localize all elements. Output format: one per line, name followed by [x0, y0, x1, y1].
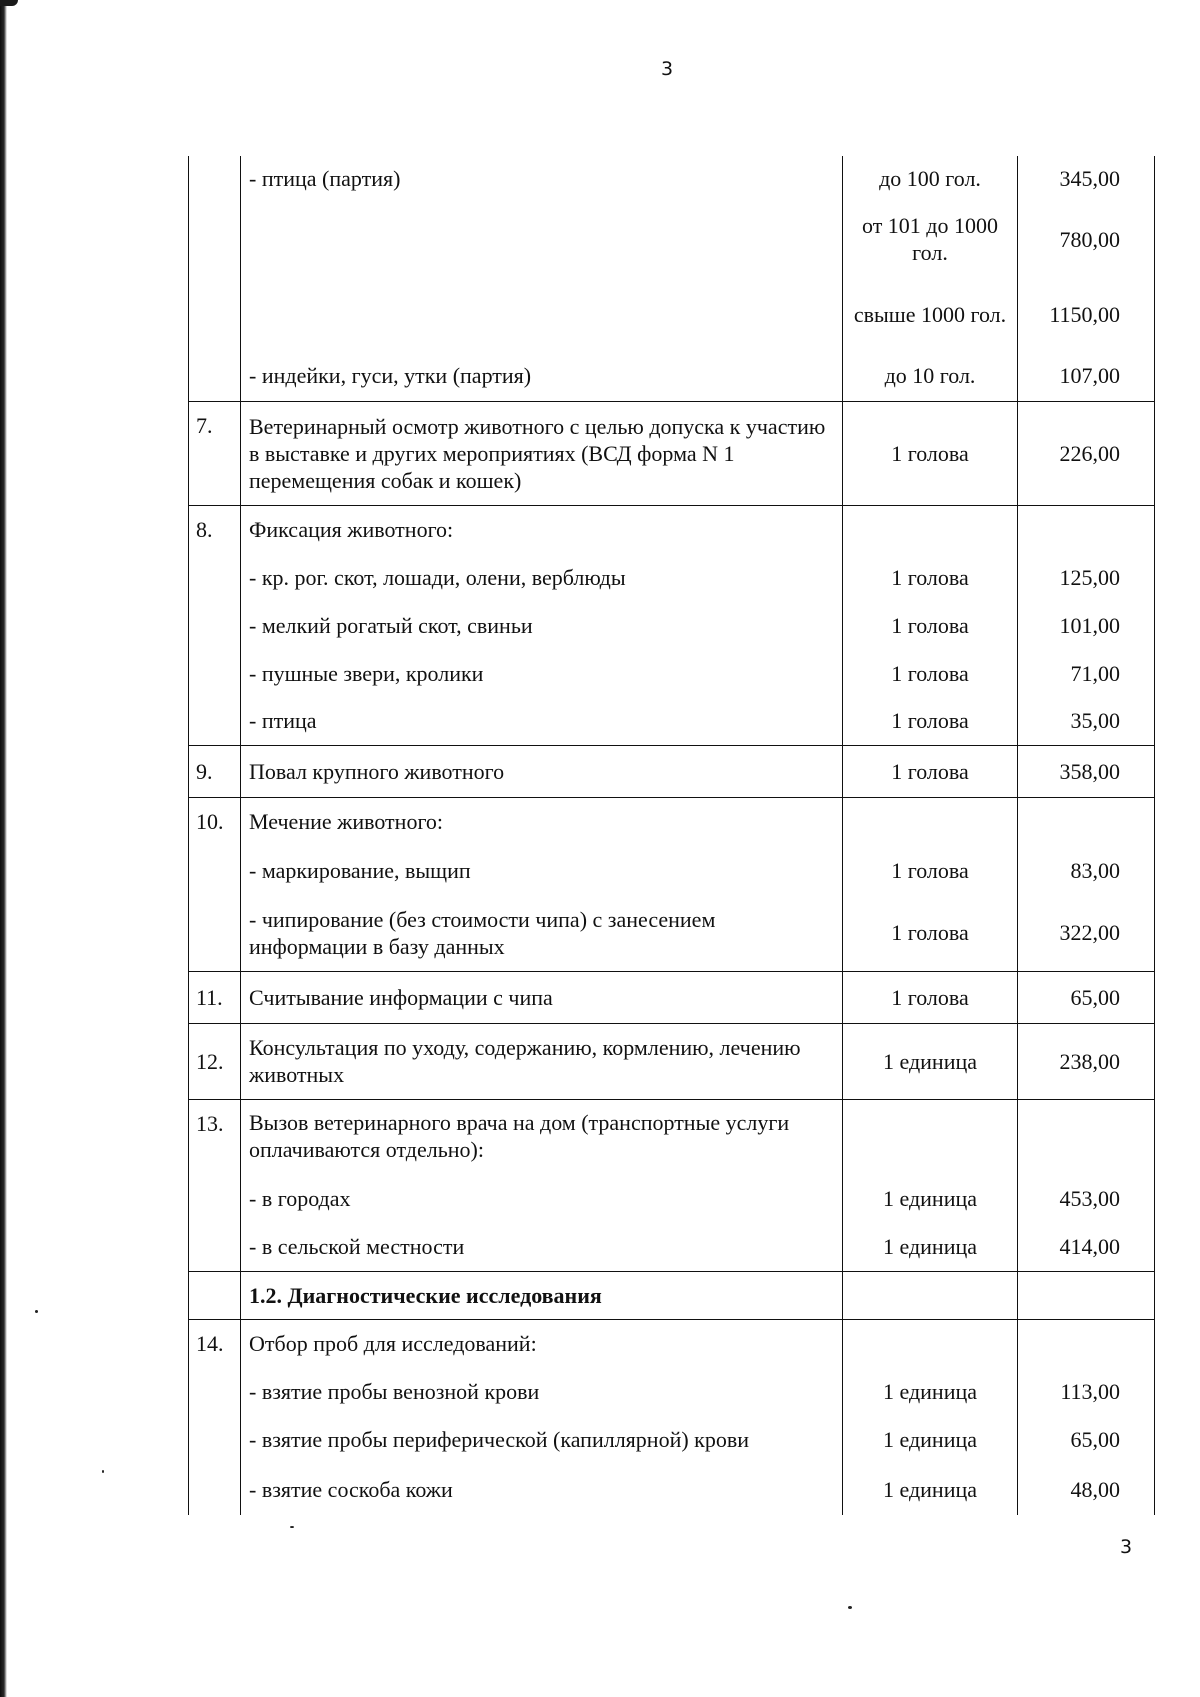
price-cell: 345,00: [1018, 156, 1155, 200]
row-number: [189, 601, 241, 649]
unit-cell: 1 голова: [843, 649, 1018, 697]
service-name: Повал крупного животного: [241, 745, 843, 797]
price-table: [188, 156, 1155, 1515]
unit-cell: свыше 1000 гол.: [843, 278, 1018, 350]
table-row: [189, 1099, 1155, 1173]
price-cell: [1018, 1271, 1155, 1319]
row-number: 10.: [189, 797, 241, 845]
row-number: [189, 278, 241, 350]
scan-left-edge: [0, 0, 7, 1697]
service-name: - в сельской местности: [241, 1223, 843, 1271]
unit-cell: до 10 гол.: [843, 350, 1018, 401]
unit-cell: 1 голова: [843, 401, 1018, 505]
price-cell: 65,00: [1018, 1415, 1155, 1463]
service-name: - в городах: [241, 1173, 843, 1223]
price-cell: [1018, 505, 1155, 553]
service-name: - чипирование (без стоимости чипа) с занесением информации в базу данных: [241, 895, 843, 971]
unit-cell: [843, 1319, 1018, 1367]
unit-cell: 1 единица: [843, 1023, 1018, 1099]
service-name: - взятие пробы венозной крови: [241, 1367, 843, 1415]
service-name: Консультация по уходу, содержанию, кормлению, лечению животных: [241, 1023, 843, 1099]
service-name: Фиксация животного:: [241, 505, 843, 553]
unit-cell: [843, 1271, 1018, 1319]
service-name: [241, 200, 843, 278]
scan-corner-shadow: [0, 0, 18, 6]
row-number: [189, 1271, 241, 1319]
unit-cell: 1 голова: [843, 553, 1018, 601]
row-number: 8.: [189, 505, 241, 553]
row-number: [189, 553, 241, 601]
table-row: [189, 697, 1155, 745]
table-row: [189, 971, 1155, 1023]
service-name: Ветеринарный осмотр животного с целью допуска к участию в выставке и других мероприятиях (ВСД форма N 1 перемещения собак и кошек): [241, 401, 843, 505]
price-cell: 226,00: [1018, 401, 1155, 505]
unit-cell: 1 единица: [843, 1367, 1018, 1415]
unit-cell: [843, 797, 1018, 845]
row-number: [189, 895, 241, 971]
price-cell: [1018, 797, 1155, 845]
table-row: [189, 845, 1155, 895]
table-row: [189, 1463, 1155, 1515]
price-cell: 358,00: [1018, 745, 1155, 797]
table-row: [189, 505, 1155, 553]
table-row: [189, 1173, 1155, 1223]
row-number: 7.: [189, 401, 241, 505]
table-row: [189, 1223, 1155, 1271]
page-number-top: 3: [660, 58, 674, 80]
price-cell: [1018, 1319, 1155, 1367]
scan-speck: [290, 1526, 294, 1528]
service-name: - взятие соскоба кожи: [241, 1463, 843, 1515]
row-number: [189, 697, 241, 745]
price-cell: 48,00: [1018, 1463, 1155, 1515]
service-name: - мелкий рогатый скот, свиньи: [241, 601, 843, 649]
section-title: 1.2. Диагностические исследования: [241, 1271, 843, 1319]
unit-cell: 1 единица: [843, 1223, 1018, 1271]
service-name: - индейки, гуси, утки (партия): [241, 350, 843, 401]
row-number: 9.: [189, 745, 241, 797]
row-number: [189, 1415, 241, 1463]
row-number: [189, 200, 241, 278]
price-cell: 238,00: [1018, 1023, 1155, 1099]
table-row: [189, 401, 1155, 505]
service-name: - птица: [241, 697, 843, 745]
table-row: [189, 1367, 1155, 1415]
table-row: [189, 797, 1155, 845]
page-number-bottom: 3: [1120, 1536, 1133, 1558]
service-name: Считывание информации с чипа: [241, 971, 843, 1023]
price-cell: 780,00: [1018, 200, 1155, 278]
price-cell: 71,00: [1018, 649, 1155, 697]
price-cell: 65,00: [1018, 971, 1155, 1023]
service-name: Отбор проб для исследований:: [241, 1319, 843, 1367]
unit-cell: 1 единица: [843, 1173, 1018, 1223]
price-cell: 453,00: [1018, 1173, 1155, 1223]
service-name: - кр. рог. скот, лошади, олени, верблюды: [241, 553, 843, 601]
unit-cell: 1 единица: [843, 1463, 1018, 1515]
row-number: 11.: [189, 971, 241, 1023]
table-row: [189, 895, 1155, 971]
table-row: [189, 553, 1155, 601]
section-header-row: [189, 1271, 1155, 1319]
row-number: [189, 1173, 241, 1223]
table-row: [189, 649, 1155, 697]
table-row: [189, 601, 1155, 649]
table-row: [189, 278, 1155, 350]
service-name: - взятие пробы периферической (капиллярной) крови: [241, 1415, 843, 1463]
service-name: Мечение животного:: [241, 797, 843, 845]
price-cell: 125,00: [1018, 553, 1155, 601]
table-row: [189, 156, 1155, 200]
row-number: [189, 649, 241, 697]
table-row: [189, 1023, 1155, 1099]
row-number: [189, 156, 241, 200]
row-number: 13.: [189, 1099, 241, 1173]
scan-speck: [102, 1470, 104, 1473]
unit-cell: 1 голова: [843, 845, 1018, 895]
price-cell: 113,00: [1018, 1367, 1155, 1415]
price-cell: 35,00: [1018, 697, 1155, 745]
price-cell: 322,00: [1018, 895, 1155, 971]
unit-cell: [843, 505, 1018, 553]
row-number: [189, 1367, 241, 1415]
row-number: 12.: [189, 1023, 241, 1099]
row-number: [189, 1223, 241, 1271]
unit-cell: 1 голова: [843, 697, 1018, 745]
unit-cell: 1 голова: [843, 601, 1018, 649]
unit-cell: до 100 гол.: [843, 156, 1018, 200]
scan-speck: [35, 1310, 38, 1313]
row-number: [189, 350, 241, 401]
price-cell: 107,00: [1018, 350, 1155, 401]
unit-cell: 1 единица: [843, 1415, 1018, 1463]
service-name: [241, 278, 843, 350]
table-row: [189, 350, 1155, 401]
unit-cell: от 101 до 1000 гол.: [843, 200, 1018, 278]
price-cell: 83,00: [1018, 845, 1155, 895]
row-number: 14.: [189, 1319, 241, 1367]
table-row: [189, 745, 1155, 797]
table-row: [189, 1415, 1155, 1463]
table-row: [189, 200, 1155, 278]
unit-cell: [843, 1099, 1018, 1173]
unit-cell: 1 голова: [843, 971, 1018, 1023]
price-cell: [1018, 1099, 1155, 1173]
unit-cell: 1 голова: [843, 895, 1018, 971]
price-cell: 101,00: [1018, 601, 1155, 649]
unit-cell: 1 голова: [843, 745, 1018, 797]
service-name: - маркирование, выщип: [241, 845, 843, 895]
row-number: [189, 1463, 241, 1515]
row-number: [189, 845, 241, 895]
table-row: [189, 1319, 1155, 1367]
service-name: - пушные звери, кролики: [241, 649, 843, 697]
price-cell: 1150,00: [1018, 278, 1155, 350]
price-cell: 414,00: [1018, 1223, 1155, 1271]
service-name: - птица (партия): [241, 156, 843, 200]
scan-speck: [848, 1606, 852, 1609]
service-name: Вызов ветеринарного врача на дом (транспортные услуги оплачиваются отдельно):: [241, 1099, 843, 1173]
